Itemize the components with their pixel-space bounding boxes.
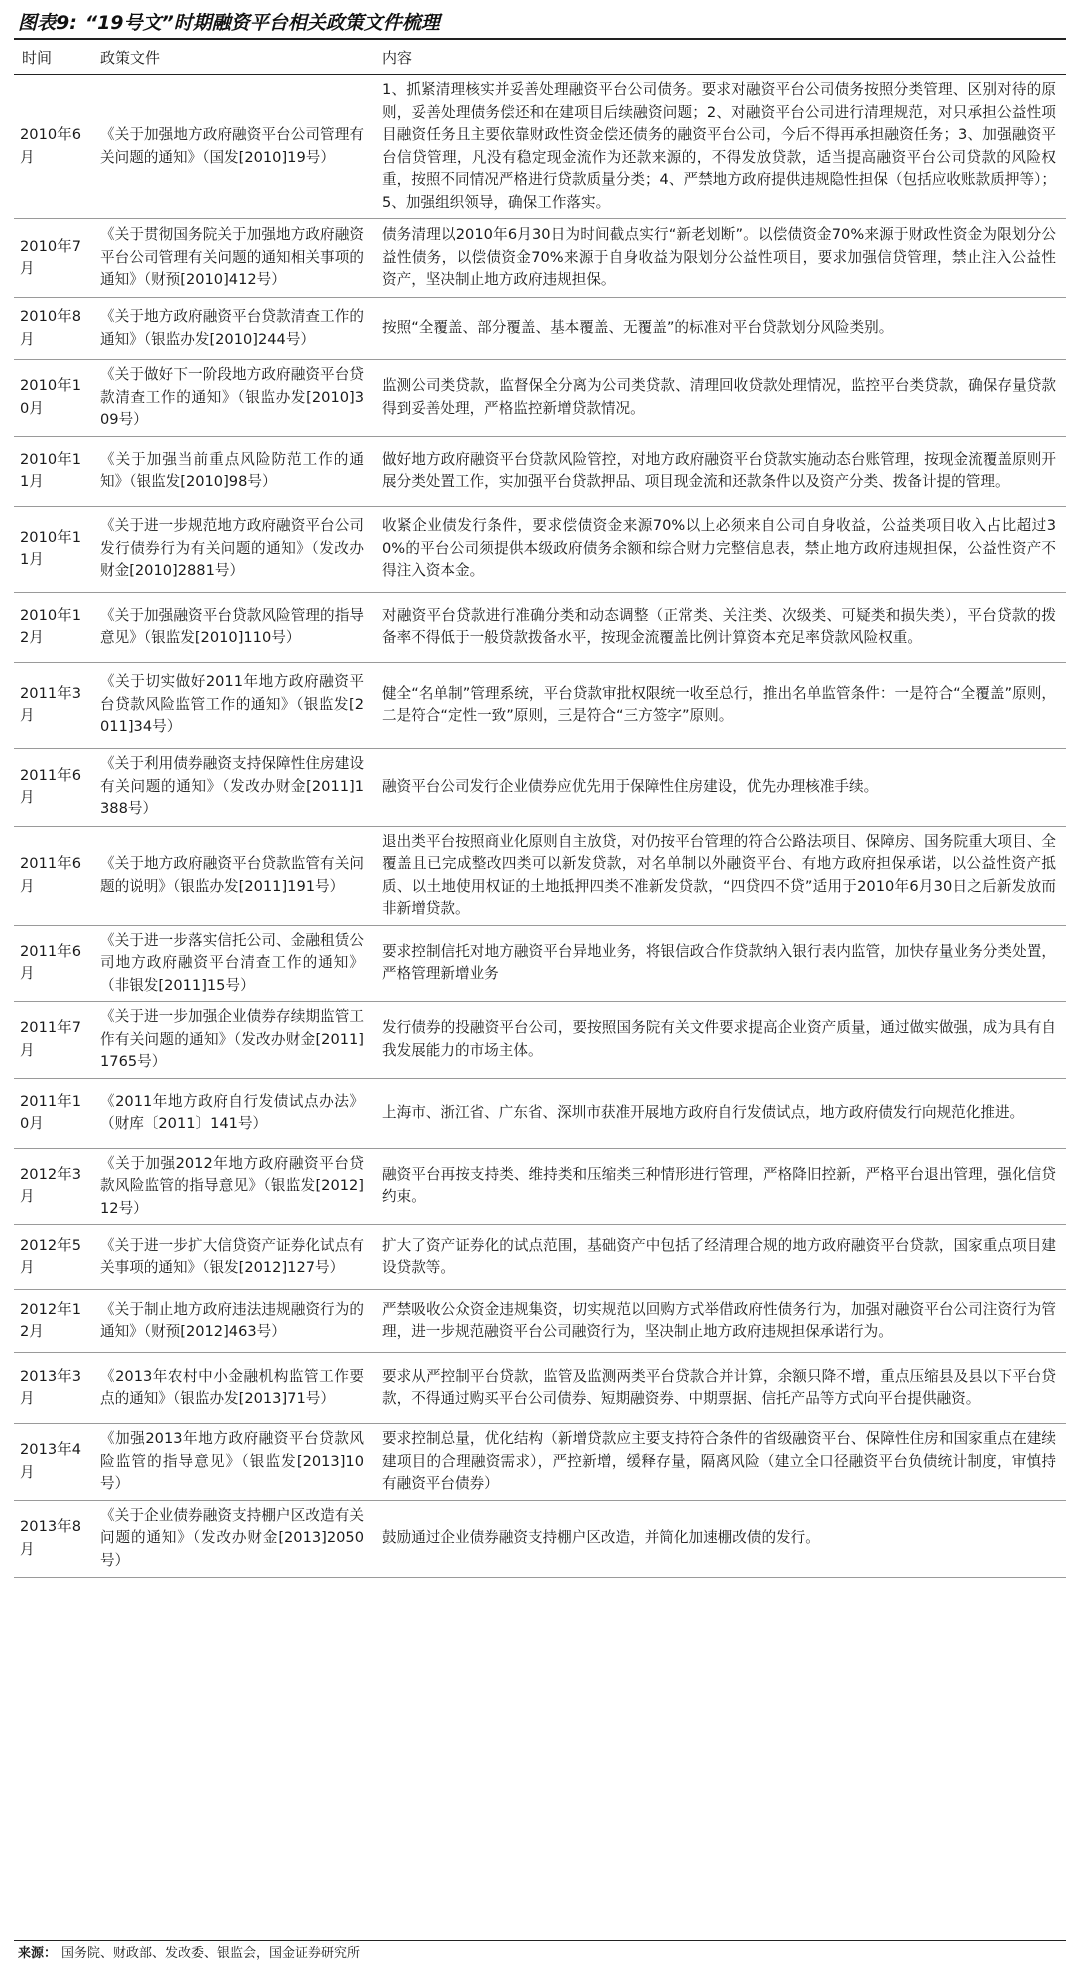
row-content: 1、抓紧清理核实并妥善处理融资平台公司债务。要求对融资平台公司债务按照分类管理、区别对待的原则，妥善处理债务偿还和在建项目后续融资问题；2、对融资平台公司进行清理规范，对只承担公益性项目融资任务且主要依靠财政性资金偿还债务的融资平台公司，今后不得再承担融资任务；3、加强融资平台信贷管理，凡没有稳定现金流作为还款来源的，不得发放贷款，适当提高融资平台公司贷款的风险权重，按照不同情况严格进行贷款质量分类；4、严禁地方政府提供违规隐性担保（包括应收账款质押等）；5、加强组织领导，确保工作落实。 bbox=[374, 75, 1066, 219]
policy-table bbox=[14, 40, 1066, 1578]
table-row bbox=[14, 1002, 1066, 1079]
row-date: 2012年12月 bbox=[14, 1290, 92, 1353]
table-header-row bbox=[14, 40, 1066, 75]
table-row bbox=[14, 662, 1066, 748]
figure-label: 图表9: bbox=[18, 12, 77, 34]
row-date: 2011年7月 bbox=[14, 1002, 92, 1079]
row-content: 严禁吸收公众资金违规集资，切实规范以回购方式举借政府性债务行为，加强对融资平台公司注资行为管理，进一步规范融资平台公司融资行为，坚决制止地方政府违规担保承诺行为。 bbox=[374, 1290, 1066, 1353]
row-policy-document: 《2011年地方政府自行发债试点办法》（财库〔2011〕141号） bbox=[92, 1078, 374, 1148]
row-policy-document: 《关于加强2012年地方政府融资平台贷款风险监管的指导意见》（银监发[2012]12号） bbox=[92, 1148, 374, 1225]
row-content: 做好地方政府融资平台贷款风险管控，对地方政府融资平台贷款实施动态台账管理，按现金流覆盖原则开展分类处置工作，实加强平台贷款押品、项目现金流和还款条件以及资产分类、拨备计提的管理。 bbox=[374, 436, 1066, 506]
row-date: 2010年6月 bbox=[14, 75, 92, 219]
row-policy-document: 《关于利用债券融资支持保障性住房建设有关问题的通知》（发改办财金[2011]1388号） bbox=[92, 748, 374, 826]
row-content: 按照“全覆盖、部分覆盖、基本覆盖、无覆盖”的标准对平台贷款划分风险类别。 bbox=[374, 298, 1066, 360]
table-row bbox=[14, 826, 1066, 925]
row-policy-document: 《关于进一步规范地方政府融资平台公司发行债券行为有关问题的通知》（发改办财金[2010]2881号） bbox=[92, 506, 374, 592]
row-policy-document: 《关于企业债券融资支持棚户区改造有关问题的通知》（发改办财金[2013]2050号） bbox=[92, 1500, 374, 1577]
row-content: 要求控制信托对地方融资平台异地业务，将银信政合作贷款纳入银行表内监管，加快存量业务分类处置，严格管理新增业务 bbox=[374, 925, 1066, 1002]
table-row bbox=[14, 1353, 1066, 1424]
row-content: 融资平台公司发行企业债券应优先用于保障性住房建设，优先办理核准手续。 bbox=[374, 748, 1066, 826]
row-date: 2011年6月 bbox=[14, 925, 92, 1002]
row-date: 2012年5月 bbox=[14, 1225, 92, 1290]
figure-title bbox=[14, 0, 1066, 40]
row-date: 2011年6月 bbox=[14, 826, 92, 925]
source-text: 国务院、财政部、发改委、银监会，国金证券研究所 bbox=[61, 1946, 361, 1961]
row-policy-document: 《关于加强当前重点风险防范工作的通知》（银监发[2010]98号） bbox=[92, 436, 374, 506]
table-row bbox=[14, 75, 1066, 219]
row-content: 融资平台再按支持类、维持类和压缩类三种情形进行管理，严格降旧控新，严格平台退出管理，强化信贷约束。 bbox=[374, 1148, 1066, 1225]
row-content: 上海市、浙江省、广东省、深圳市获准开展地方政府自行发债试点，地方政府债发行向规范化推进。 bbox=[374, 1078, 1066, 1148]
row-policy-document: 《2013年农村中小金融机构监管工作要点的通知》（银监办发[2013]71号） bbox=[92, 1353, 374, 1424]
table-row bbox=[14, 298, 1066, 360]
table-row bbox=[14, 1424, 1066, 1501]
row-date: 2010年7月 bbox=[14, 219, 92, 298]
row-date: 2012年3月 bbox=[14, 1148, 92, 1225]
table-row bbox=[14, 592, 1066, 662]
row-content: 要求从严控制平台贷款，监管及监测两类平台贷款合并计算，余额只降不增，重点压缩县及县以下平台贷款，不得通过购买平台公司债券、短期融资券、中期票据、信托产品等方式向平台提供融资。 bbox=[374, 1353, 1066, 1424]
row-policy-document: 《关于进一步落实信托公司、金融租赁公司地方政府融资平台清查工作的通知》（非银发[2011]15号） bbox=[92, 925, 374, 1002]
row-date: 2010年11月 bbox=[14, 436, 92, 506]
row-content: 要求控制总量，优化结构（新增贷款应主要支持符合条件的省级融资平台、保障性住房和国家重点在建续建项目的合理融资需求），严控新增，缓释存量，隔离风险（建立全口径融资平台负债统计制度，审慎持有融资平台债券） bbox=[374, 1424, 1066, 1501]
row-policy-document: 《关于加强融资平台贷款风险管理的指导意见》（银监发[2010]110号） bbox=[92, 592, 374, 662]
row-policy-document: 《关于切实做好2011年地方政府融资平台贷款风险监管工作的通知》（银监发[2011]34号） bbox=[92, 662, 374, 748]
row-policy-document: 《关于制止地方政府违法违规融资行为的通知》（财预[2012]463号） bbox=[92, 1290, 374, 1353]
row-date: 2013年8月 bbox=[14, 1500, 92, 1577]
row-date: 2010年8月 bbox=[14, 298, 92, 360]
row-date: 2010年11月 bbox=[14, 506, 92, 592]
table-row bbox=[14, 360, 1066, 437]
row-policy-document: 《加强2013年地方政府融资平台贷款风险监管的指导意见》（银监发[2013]10号） bbox=[92, 1424, 374, 1501]
table-row bbox=[14, 1225, 1066, 1290]
row-content: 退出类平台按照商业化原则自主放贷，对仍按平台管理的符合公路法项目、保障房、国务院重大项目、全覆盖且已完成整改四类可以新发贷款，对名单制以外融资平台、有地方政府担保承诺，以公益性资产抵质、以土地使用权证的土地抵押四类不准新发贷款，“四贷四不贷”适用于2010年6月30日之后新发放而非新增贷款。 bbox=[374, 826, 1066, 925]
source-label: 来源： bbox=[18, 1946, 58, 1961]
row-content: 鼓励通过企业债券融资支持棚户区改造，并简化加速棚改债的发行。 bbox=[374, 1500, 1066, 1577]
row-date: 2011年10月 bbox=[14, 1078, 92, 1148]
header-doc: 政策文件 bbox=[92, 40, 374, 75]
table-body bbox=[14, 75, 1066, 1578]
table-row bbox=[14, 1290, 1066, 1353]
row-content: 对融资平台贷款进行准确分类和动态调整（正常类、关注类、次级类、可疑类和损失类），平台贷款的拨备率不得低于一般贷款拨备水平，按现金流覆盖比例计算资本充足率贷款风险权重。 bbox=[374, 592, 1066, 662]
row-policy-document: 《关于贯彻国务院关于加强地方政府融资平台公司管理有关问题的通知相关事项的通知》（财预[2010]412号） bbox=[92, 219, 374, 298]
table-row bbox=[14, 1078, 1066, 1148]
row-policy-document: 《关于做好下一阶段地方政府融资平台贷款清查工作的通知》（银监办发[2010]309号） bbox=[92, 360, 374, 437]
header-content: 内容 bbox=[374, 40, 1066, 75]
header-date: 时间 bbox=[14, 40, 92, 75]
row-policy-document: 《关于进一步扩大信贷资产证券化试点有关事项的通知》（银发[2012]127号） bbox=[92, 1225, 374, 1290]
table-row bbox=[14, 925, 1066, 1002]
row-policy-document: 《关于加强地方政府融资平台公司管理有关问题的通知》（国发[2010]19号） bbox=[92, 75, 374, 219]
table-row bbox=[14, 506, 1066, 592]
row-date: 2013年3月 bbox=[14, 1353, 92, 1424]
table-row bbox=[14, 1500, 1066, 1577]
row-policy-document: 《关于进一步加强企业债券存续期监管工作有关问题的通知》（发改办财金[2011]1765号） bbox=[92, 1002, 374, 1079]
table-row bbox=[14, 436, 1066, 506]
row-date: 2013年4月 bbox=[14, 1424, 92, 1501]
table-row bbox=[14, 748, 1066, 826]
row-date: 2010年10月 bbox=[14, 360, 92, 437]
row-date: 2010年12月 bbox=[14, 592, 92, 662]
table-row bbox=[14, 1148, 1066, 1225]
row-date: 2011年6月 bbox=[14, 748, 92, 826]
row-date: 2011年3月 bbox=[14, 662, 92, 748]
row-content: 债务清理以2010年6月30日为时间截点实行“新老划断”。以偿债资金70%来源于财政性资金为限划分公益性债务，以偿债资金70%来源于自身收益为限划分公益性项目，要求加强信贷管理，禁止注入公益性资产，坚决制止地方政府违规担保。 bbox=[374, 219, 1066, 298]
figure-title-text: “19号文”时期融资平台相关政策文件梳理 bbox=[84, 12, 440, 34]
row-content: 发行债券的投融资平台公司，要按照国务院有关文件要求提高企业资产质量，通过做实做强，成为具有自我发展能力的市场主体。 bbox=[374, 1002, 1066, 1079]
row-content: 健全“名单制”管理系统，平台贷款审批权限统一收至总行，推出名单监管条件：一是符合“全覆盖”原则，二是符合“定性一致”原则，三是符合“三方签字”原则。 bbox=[374, 662, 1066, 748]
row-policy-document: 《关于地方政府融资平台贷款清查工作的通知》（银监办发[2010]244号） bbox=[92, 298, 374, 360]
row-content: 监测公司类贷款，监督保全分离为公司类贷款、清理回收贷款处理情况，监控平台类贷款，确保存量贷款得到妥善处理，严格监控新增贷款情况。 bbox=[374, 360, 1066, 437]
row-content: 收紧企业债发行条件，要求偿债资金来源70%以上必须来自公司自身收益，公益类项目收入占比超过30%的平台公司须提供本级政府债务余额和综合财力完整信息表，禁止地方政府违规担保，公益性资产不得注入资本金。 bbox=[374, 506, 1066, 592]
table-row bbox=[14, 219, 1066, 298]
row-policy-document: 《关于地方政府融资平台贷款监管有关问题的说明》（银监办发[2011]191号） bbox=[92, 826, 374, 925]
row-content: 扩大了资产证券化的试点范围，基础资产中包括了经清理合规的地方政府融资平台贷款，国家重点项目建设贷款等。 bbox=[374, 1225, 1066, 1290]
source-footer bbox=[14, 1940, 1066, 1971]
